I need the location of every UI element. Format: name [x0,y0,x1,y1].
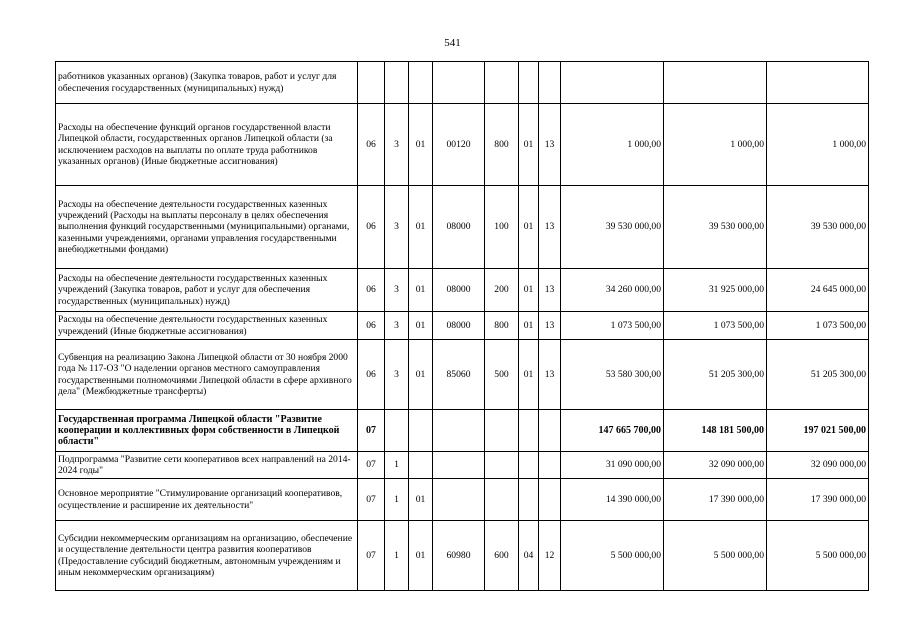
code-subprogram: 3 [385,340,409,410]
code-event: 01 [409,104,433,186]
amount-year-1: 1 073 500,00 [561,312,664,340]
code-subsection [539,62,561,104]
code-section: 01 [519,186,539,269]
amount-year-3: 32 090 000,00 [767,452,869,479]
code-direction [433,62,485,104]
table-row [56,479,869,521]
code-direction: 08000 [433,312,485,340]
code-program: 06 [358,104,385,186]
code-expense-type [485,479,519,521]
code-event [409,62,433,104]
amount-year-3: 1 000,00 [767,104,869,186]
amount-year-2: 5 500 000,00 [664,521,767,591]
code-section: 01 [519,104,539,186]
code-section [519,410,539,452]
code-program: 07 [358,452,385,479]
row-description: Подпрограмма "Развитие сети кооперативов всех направлений на 2014-2024 годы" [56,452,358,479]
code-section: 01 [519,312,539,340]
code-expense-type: 600 [485,521,519,591]
code-event: 01 [409,186,433,269]
code-event: 01 [409,312,433,340]
code-section: 04 [519,521,539,591]
code-direction [433,410,485,452]
code-expense-type [485,452,519,479]
code-subprogram [385,410,409,452]
amount-year-1 [561,62,664,104]
code-section [519,452,539,479]
amount-year-1: 34 260 000,00 [561,269,664,312]
code-section [519,62,539,104]
row-description: Расходы на обеспечение деятельности государственных казенных учреждений (Закупка товаров, работ и услуг для обеспечения государственных (муниципальных) нужд) [56,269,358,312]
code-program: 06 [358,186,385,269]
amount-year-2: 31 925 000,00 [664,269,767,312]
code-expense-type: 200 [485,269,519,312]
code-event [409,452,433,479]
row-description: Субсидии некоммерческим организациям на организацию, обеспечение и осуществление деятельности центра развития кооперативов (Предоставление субсидий бюджетным, автономным учреждениям и иным некоммерческим организациям) [56,521,358,591]
amount-year-3: 1 073 500,00 [767,312,869,340]
table-row [56,452,869,479]
amount-year-1: 31 090 000,00 [561,452,664,479]
code-direction: 60980 [433,521,485,591]
row-description: Основное мероприятие "Стимулирование организаций кооперативов, осуществление и расширение их деятельности" [56,479,358,521]
amount-year-3: 197 021 500,00 [767,410,869,452]
code-program: 06 [358,340,385,410]
code-direction [433,479,485,521]
code-subsection: 13 [539,186,561,269]
amount-year-3: 51 205 300,00 [767,340,869,410]
table-row [56,269,869,312]
code-event: 01 [409,479,433,521]
code-direction [433,452,485,479]
row-description: Расходы на обеспечение функций органов государственной власти Липецкой области, государственных органов Липецкой области (за исключением расходов на выплаты по оплате труда работников указанных органов) (Иные бюджетные ассигнования) [56,104,358,186]
code-expense-type: 500 [485,340,519,410]
code-subsection: 13 [539,269,561,312]
amount-year-2: 51 205 300,00 [664,340,767,410]
page-number: 541 [444,37,461,49]
code-subsection: 13 [539,340,561,410]
code-subprogram [385,62,409,104]
code-expense-type [485,410,519,452]
code-subsection: 12 [539,521,561,591]
amount-year-3: 39 530 000,00 [767,186,869,269]
code-section [519,479,539,521]
amount-year-2: 39 530 000,00 [664,186,767,269]
code-subsection [539,479,561,521]
code-expense-type: 800 [485,104,519,186]
table-row [56,312,869,340]
code-subprogram: 1 [385,452,409,479]
amount-year-2: 17 390 000,00 [664,479,767,521]
code-direction: 00120 [433,104,485,186]
code-subprogram: 3 [385,269,409,312]
code-program: 07 [358,521,385,591]
row-description: работников указанных органов) (Закупка товаров, работ и услуг для обеспечения государственных (муниципальных) нужд) [56,62,358,104]
row-description: Расходы на обеспечение деятельности государственных казенных учреждений (Расходы на выплаты персоналу в целях обеспечения выполнения функций государственными (муниципальными) органами, казенными учреждениями, органами управления государственными внебюджетными фондами) [56,186,358,269]
code-event: 01 [409,269,433,312]
code-program: 06 [358,312,385,340]
amount-year-1: 5 500 000,00 [561,521,664,591]
amount-year-2 [664,62,767,104]
table-row [56,186,869,269]
code-subprogram: 3 [385,104,409,186]
code-program [358,62,385,104]
code-direction: 08000 [433,186,485,269]
row-description: Субвенция на реализацию Закона Липецкой области от 30 ноября 2000 года № 117-ОЗ "О наделении органов местного самоуправления государственными полномочиями Липецкой области в сфере архивного дела" (Межбюджетные трансферты) [56,340,358,410]
code-section: 01 [519,269,539,312]
row-description: Расходы на обеспечение деятельности государственных казенных учреждений (Иные бюджетные ассигнования) [56,312,358,340]
code-event [409,410,433,452]
table-row [56,340,869,410]
amount-year-2: 148 181 500,00 [664,410,767,452]
table-row [56,410,869,452]
amount-year-1: 1 000,00 [561,104,664,186]
code-subprogram: 3 [385,186,409,269]
amount-year-1: 147 665 700,00 [561,410,664,452]
code-program: 07 [358,479,385,521]
code-direction: 85060 [433,340,485,410]
row-description: Государственная программа Липецкой области "Развитие кооперации и коллективных форм собственности в Липецкой области" [56,410,358,452]
table-row [56,104,869,186]
amount-year-1: 53 580 300,00 [561,340,664,410]
code-subsection [539,452,561,479]
amount-year-2: 1 073 500,00 [664,312,767,340]
amount-year-1: 39 530 000,00 [561,186,664,269]
amount-year-1: 14 390 000,00 [561,479,664,521]
code-subsection: 13 [539,104,561,186]
code-subprogram: 3 [385,312,409,340]
amount-year-3: 17 390 000,00 [767,479,869,521]
code-subprogram: 1 [385,479,409,521]
amount-year-3: 5 500 000,00 [767,521,869,591]
code-subsection: 13 [539,312,561,340]
code-expense-type [485,62,519,104]
code-event: 01 [409,340,433,410]
code-section: 01 [519,340,539,410]
code-expense-type: 100 [485,186,519,269]
budget-table [55,61,869,591]
amount-year-3: 24 645 000,00 [767,269,869,312]
code-program: 06 [358,269,385,312]
table-row [56,521,869,591]
code-event: 01 [409,521,433,591]
amount-year-2: 1 000,00 [664,104,767,186]
amount-year-3 [767,62,869,104]
table-row [56,62,869,104]
amount-year-2: 32 090 000,00 [664,452,767,479]
code-program: 07 [358,410,385,452]
code-expense-type: 800 [485,312,519,340]
code-subprogram: 1 [385,521,409,591]
code-subsection [539,410,561,452]
code-direction: 08000 [433,269,485,312]
